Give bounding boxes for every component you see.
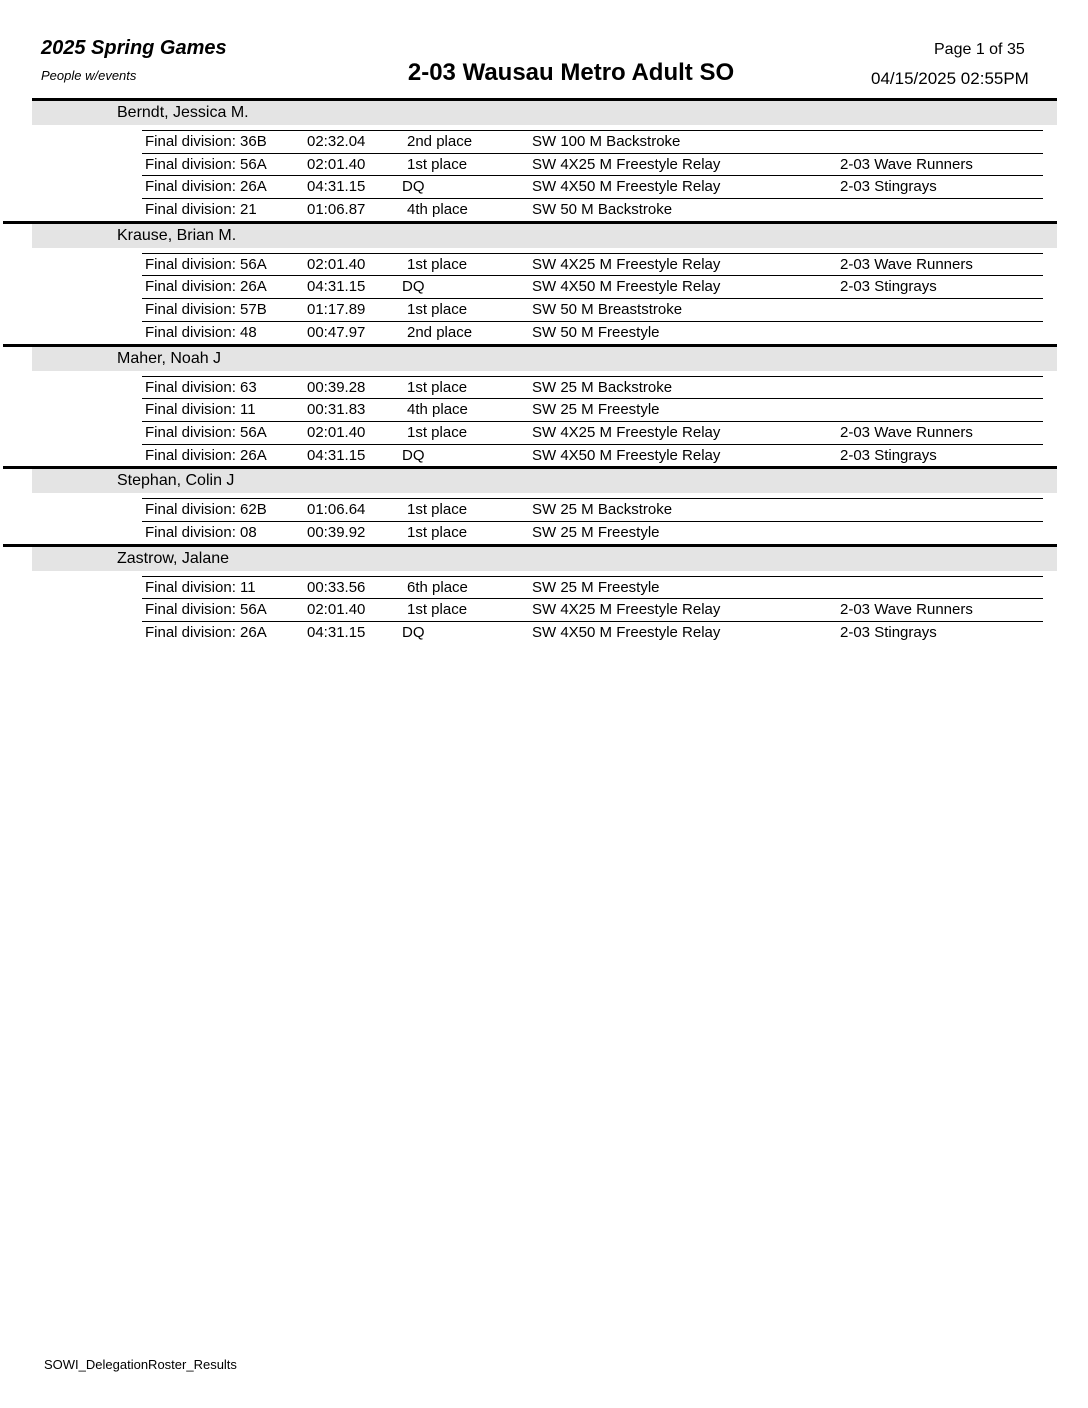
- result-row: [142, 621, 1043, 644]
- team-cell: 2-03 Stingrays: [840, 624, 937, 641]
- place-cell: DQ: [402, 278, 425, 296]
- division-cell: Final division: 26A: [145, 624, 267, 641]
- division-cell: Final division: 62B: [145, 501, 267, 519]
- division-cell: Final division: 26A: [145, 278, 267, 296]
- event-cell: SW 4X50 M Freestyle Relay: [532, 624, 721, 641]
- event-cell: SW 4X50 M Freestyle Relay: [532, 178, 721, 196]
- result-row: [142, 598, 1043, 621]
- time-cell: 00:33.56: [307, 578, 366, 596]
- time-cell: 04:31.15: [307, 446, 366, 464]
- event-cell: SW 4X50 M Freestyle Relay: [532, 446, 721, 464]
- division-cell: Final division: 21: [145, 201, 257, 219]
- event-cell: SW 4X25 M Freestyle Relay: [532, 423, 721, 441]
- place-cell: 1st place: [407, 255, 468, 273]
- time-cell: 00:39.28: [307, 378, 366, 396]
- event-cell: SW 25 M Freestyle: [532, 401, 660, 419]
- time-cell: 04:31.15: [307, 624, 366, 641]
- report-title: 2025 Spring Games: [41, 37, 227, 59]
- result-list: [3, 576, 1057, 644]
- person-block: [3, 466, 1057, 543]
- division-cell: Final division: 26A: [145, 446, 267, 464]
- person-name: Stephan, Colin J: [32, 469, 1057, 493]
- person-name: Berndt, Jessica M.: [32, 101, 1057, 125]
- person-block: [0, 101, 1088, 221]
- place-cell: DQ: [402, 446, 425, 464]
- person-block: [3, 344, 1057, 467]
- time-cell: 02:01.40: [307, 423, 366, 441]
- event-cell: SW 4X25 M Freestyle Relay: [532, 255, 721, 273]
- division-cell: Final division: 56A: [145, 423, 267, 441]
- result-row: [142, 421, 1043, 444]
- division-cell: Final division: 56A: [145, 601, 267, 619]
- time-cell: 02:01.40: [307, 155, 366, 173]
- event-cell: SW 4X25 M Freestyle Relay: [532, 155, 721, 173]
- person-block: [3, 221, 1057, 344]
- team-cell: 2-03 Stingrays: [840, 178, 937, 196]
- event-cell: SW 25 M Backstroke: [532, 378, 673, 396]
- place-cell: 2nd place: [407, 323, 473, 341]
- result-row: [142, 398, 1043, 421]
- result-row: [142, 198, 1043, 221]
- result-list: [0, 130, 1088, 221]
- person-name: Zastrow, Jalane: [32, 547, 1057, 571]
- place-cell: 2nd place: [407, 133, 473, 150]
- division-cell: Final division: 48: [145, 323, 257, 341]
- event-cell: SW 50 M Backstroke: [532, 201, 673, 219]
- division-cell: Final division: 56A: [145, 255, 267, 273]
- event-cell: SW 4X25 M Freestyle Relay: [532, 601, 721, 619]
- person-block: [3, 544, 1057, 644]
- place-cell: 1st place: [407, 155, 468, 173]
- event-cell: SW 100 M Backstroke: [532, 133, 681, 150]
- result-row: [142, 253, 1043, 276]
- time-cell: 02:32.04: [307, 133, 366, 150]
- result-row: [142, 576, 1043, 599]
- time-cell: 01:17.89: [307, 301, 366, 319]
- division-cell: Final division: 08: [145, 523, 257, 541]
- event-cell: SW 50 M Breaststroke: [532, 301, 683, 319]
- result-row: [142, 298, 1043, 321]
- event-cell: SW 25 M Backstroke: [532, 501, 673, 519]
- result-row: [142, 444, 1043, 467]
- report-subtitle: People w/events: [41, 68, 137, 83]
- place-cell: 1st place: [407, 301, 468, 319]
- time-cell: 04:31.15: [307, 278, 366, 296]
- division-cell: Final division: 56A: [145, 155, 267, 173]
- place-cell: 1st place: [407, 501, 468, 519]
- division-cell: Final division: 63: [145, 378, 257, 396]
- result-row: [142, 376, 1043, 399]
- result-row: [142, 153, 1043, 176]
- print-date: 04/15/2025 02:55PM: [871, 69, 1029, 88]
- event-cell: SW 4X50 M Freestyle Relay: [532, 278, 721, 296]
- division-cell: Final division: 11: [145, 401, 256, 419]
- team-cell: 2-03 Stingrays: [840, 446, 937, 464]
- place-cell: 1st place: [407, 601, 468, 619]
- team-cell: 2-03 Wave Runners: [840, 155, 973, 173]
- division-cell: Final division: 57B: [145, 301, 267, 319]
- team-cell: 2-03 Stingrays: [840, 278, 937, 296]
- time-cell: 01:06.64: [307, 501, 366, 519]
- place-cell: DQ: [402, 624, 425, 641]
- division-cell: Final division: 11: [145, 578, 256, 596]
- result-row: [142, 175, 1043, 198]
- time-cell: 01:06.87: [307, 201, 366, 219]
- result-row: [142, 130, 1043, 153]
- result-row: [142, 275, 1043, 298]
- page-number: Page 1 of 35: [934, 41, 1025, 58]
- time-cell: 00:39.92: [307, 523, 366, 541]
- delegation-name: 2-03 Wausau Metro Adult SO: [407, 59, 735, 86]
- roster: [0, 101, 1088, 644]
- place-cell: 4th place: [407, 401, 468, 419]
- time-cell: 04:31.15: [307, 178, 366, 196]
- event-cell: SW 25 M Freestyle: [532, 523, 660, 541]
- place-cell: 1st place: [407, 378, 468, 396]
- time-cell: 02:01.40: [307, 601, 366, 619]
- team-cell: 2-03 Wave Runners: [840, 255, 973, 273]
- place-cell: 1st place: [407, 523, 468, 541]
- place-cell: 4th place: [407, 201, 468, 219]
- time-cell: 00:31.83: [307, 401, 366, 419]
- event-cell: SW 25 M Freestyle: [532, 578, 660, 596]
- place-cell: 1st place: [407, 423, 468, 441]
- result-list: [3, 498, 1057, 543]
- result-row: [142, 521, 1043, 544]
- place-cell: DQ: [402, 178, 425, 196]
- team-cell: 2-03 Wave Runners: [840, 601, 973, 619]
- time-cell: 00:47.97: [307, 323, 366, 341]
- division-cell: Final division: 36B: [145, 133, 267, 150]
- report-code: SOWI_DelegationRoster_Results: [44, 1357, 237, 1372]
- result-row: [142, 498, 1043, 521]
- time-cell: 02:01.40: [307, 255, 366, 273]
- result-list: [3, 376, 1057, 467]
- result-list: [3, 253, 1057, 344]
- person-name: Krause, Brian M.: [32, 224, 1057, 248]
- division-cell: Final division: 26A: [145, 178, 267, 196]
- event-cell: SW 50 M Freestyle: [532, 323, 660, 341]
- person-name: Maher, Noah J: [32, 347, 1057, 371]
- team-cell: 2-03 Wave Runners: [840, 423, 973, 441]
- result-row: [142, 321, 1043, 344]
- place-cell: 6th place: [407, 578, 468, 596]
